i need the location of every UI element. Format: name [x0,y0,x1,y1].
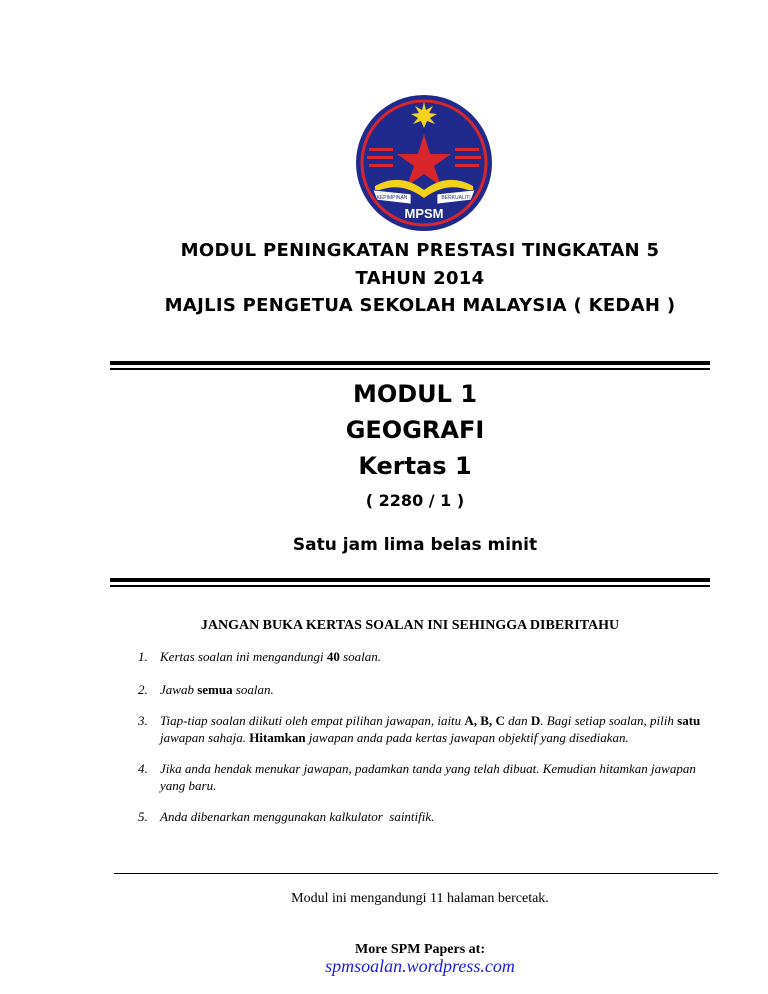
header-line-3: MAJLIS PENGETUA SEKOLAH MALAYSIA ( KEDAH ) [164,295,676,316]
logo-right-text: BERKUALITI [441,195,471,201]
instruction-item: 5. Anda dibenarkan menggunakan kalkulator saintifik. [138,809,435,824]
page-count-text: Modul ini mengandungi 11 halaman bercetak. [291,891,549,906]
divider-lower [110,578,710,582]
instruction-number: 1. [138,649,148,664]
instruction-item: 1. Kertas soalan ini mengandungi 40 soalan. [138,649,382,664]
separator-line [114,873,718,874]
divider-upper-thin [110,368,710,370]
warning-text: JANGAN BUKA KERTAS SOALAN INI SEHINGGA DIBERITAHU [200,618,620,633]
instruction-number: 3. [138,713,148,728]
instruction-number: 5. [138,809,148,824]
subject-title: GEOGRAFI [345,416,485,444]
logo-left-text: KEPIMPINAN [376,195,408,201]
site-link[interactable]: spmsoalan.wordpress.com [325,956,515,976]
logo-bottom-text: MPSM [404,206,444,221]
header-line-2: TAHUN 2014 [355,268,485,289]
header-line-1: MODUL PENINGKATAN PRESTASI TINGKATAN 5 [180,240,660,261]
divider-lower-thin [110,585,710,587]
mpsm-logo [355,94,493,232]
instruction-number: 2. [138,682,148,697]
paper-code: ( 2280 / 1 ) [365,491,465,510]
duration: Satu jam lima belas minit [292,535,538,555]
instruction-number: 4. [138,761,148,776]
instruction-item: 3. Tiap-tiap soalan diikuti oleh empat pilihan jawapan, iaitu A, B, C dan D. Bagi setiap soalan, pilih satu jawapan sahaja. Hitamkan jawapan anda pada kertas jawapan objektif yang disediakan. [138,713,701,745]
instruction-item: 2. Jawab semua soalan. [138,682,274,697]
more-papers-text: More SPM Papers at: [355,942,485,957]
paper-title: Kertas 1 [358,452,472,480]
instruction-item: 4. Jika anda hendak menukar jawapan, padamkan tanda yang telah dibuat. Kemudian hitamkan jawapan yang baru. [138,761,696,793]
modul-title: MODUL 1 [352,380,478,408]
divider-upper [110,361,710,365]
